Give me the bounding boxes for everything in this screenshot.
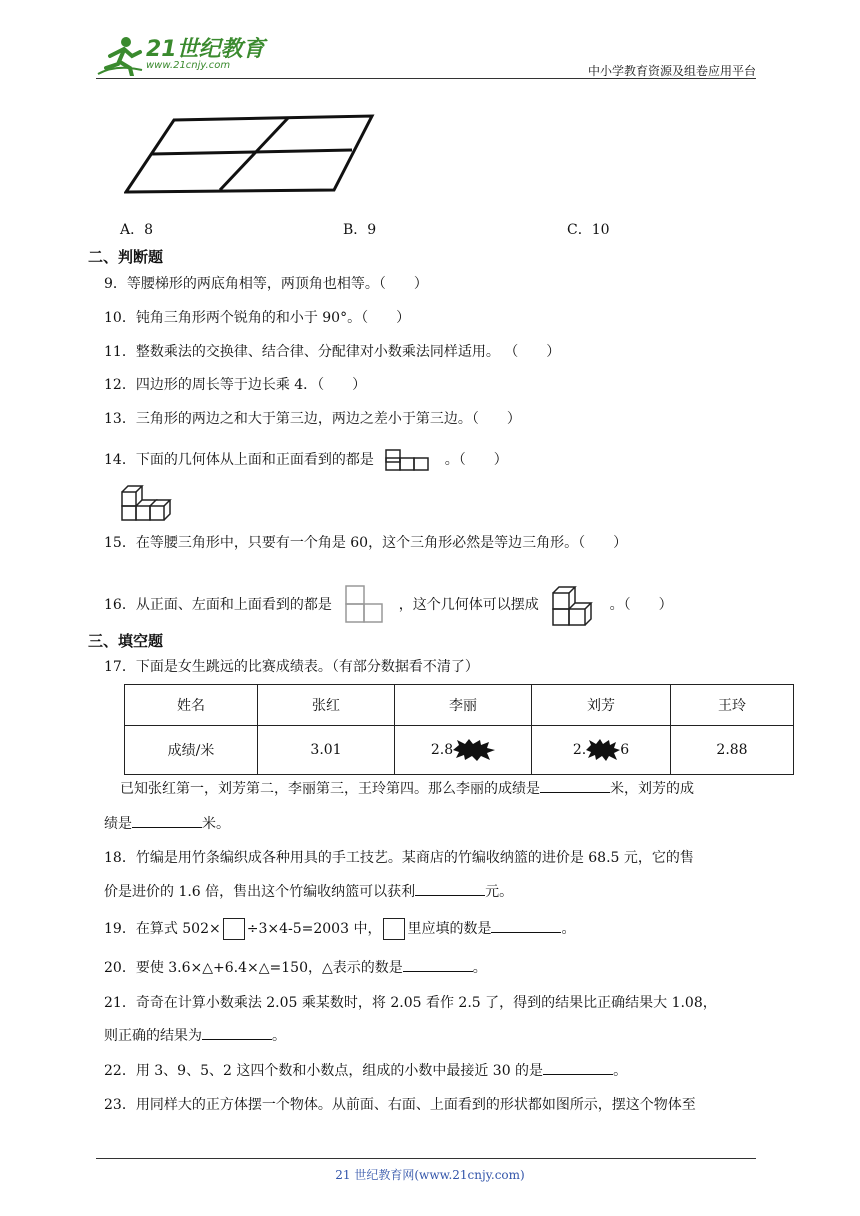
score-text: 2. bbox=[572, 742, 587, 758]
question-14 bbox=[104, 448, 508, 472]
option-b: B．9 bbox=[343, 222, 377, 238]
question-17-line1 bbox=[120, 778, 694, 799]
header-rule bbox=[96, 78, 756, 79]
score-text-tail: 6 bbox=[620, 742, 630, 758]
text: ÷3×4-5=2003 中， bbox=[246, 921, 382, 937]
option-c: C．10 bbox=[567, 222, 610, 238]
footer-text: 21 世纪教育网(www.21cnjy.com) bbox=[335, 1168, 525, 1182]
table-header-cell: 姓名 bbox=[125, 685, 258, 726]
logo-text: 21世纪教育 bbox=[146, 37, 265, 62]
table-header-cell: 张红 bbox=[258, 685, 395, 726]
ink-blot-icon bbox=[453, 739, 495, 761]
logo-url: www.21cnjy.com bbox=[146, 60, 231, 71]
text: 已知张红第一，刘芳第二，李丽第三，王玲第四。那么李丽的成绩是 bbox=[120, 781, 540, 797]
text: 里应填的数是 bbox=[407, 921, 492, 937]
answer-blank[interactable] bbox=[202, 1025, 272, 1040]
question-14-tail: 。（ ） bbox=[444, 452, 508, 468]
table-row bbox=[125, 726, 794, 775]
answer-blank[interactable] bbox=[543, 1060, 613, 1075]
score-text: 2.8 bbox=[430, 742, 454, 758]
question-22 bbox=[104, 1060, 627, 1081]
text: 22．用 3、9、5、2 这四个数和小数点，组成的小数中最接近 30 的是 bbox=[104, 1063, 544, 1079]
question-21-line2 bbox=[104, 1025, 286, 1046]
answer-blank[interactable] bbox=[132, 813, 202, 828]
question-14-text: 14．下面的几何体从上面和正面看到的都是 bbox=[104, 452, 374, 468]
text: 20．要使 3.6×△+6.4×△=150，△表示的数是 bbox=[104, 960, 403, 976]
table-cell: 2.88 bbox=[671, 726, 794, 775]
text: 则正确的结果为 bbox=[104, 1028, 202, 1044]
question-16 bbox=[104, 583, 673, 627]
question-18-line2 bbox=[104, 881, 513, 902]
question-16-tail: 。（ ） bbox=[609, 597, 673, 613]
answer-blank[interactable] bbox=[403, 957, 473, 972]
question-19 bbox=[104, 918, 575, 940]
table-header-cell: 李丽 bbox=[395, 685, 532, 726]
answer-blank[interactable] bbox=[540, 778, 610, 793]
platform-name: 中小学教育资源及组卷应用平台 bbox=[587, 64, 756, 78]
score-table bbox=[124, 684, 794, 775]
table-cell bbox=[395, 726, 532, 775]
table-header-cell: 王玲 bbox=[671, 685, 794, 726]
question-21-line1: 21．奇奇在计算小数乘法 2.05 乘某数时，将 2.05 看作 2.5 了，得到的结果比正确结果大 1.08， bbox=[104, 995, 717, 1011]
text: 。 bbox=[472, 960, 487, 976]
question-15: 15．在等腰三角形中，只要有一个角是 60，这个三角形必然是等边三角形。（ ） bbox=[104, 535, 628, 551]
question-23: 23．用同样大的正方体摆一个物体。从前面、右面、上面看到的形状都如图所示，摆这个物体至 bbox=[104, 1097, 696, 1113]
text: 。 bbox=[561, 921, 576, 937]
parallelogram-figure bbox=[124, 110, 376, 196]
ink-blot-icon bbox=[586, 739, 620, 761]
question-10: 10．钝角三角形两个锐角的和小于 90°。（ ） bbox=[104, 310, 411, 326]
table-cell: 3.01 bbox=[258, 726, 395, 775]
question-16-text: 16．从正面、左面和上面看到的都是 bbox=[104, 597, 332, 613]
cube-solid-figure bbox=[118, 482, 178, 524]
footer-rule bbox=[96, 1158, 756, 1159]
section-title-fill: 三、填空题 bbox=[88, 632, 164, 650]
text: 价是进价的 1.6 倍，售出这个竹编收纳篮可以获利 bbox=[104, 884, 416, 900]
text: 米。 bbox=[202, 816, 230, 832]
question-9: 9．等腰梯形的两底角相等，两顶角也相等。（ ） bbox=[104, 276, 428, 292]
table-row bbox=[125, 685, 794, 726]
table-header-cell: 刘芳 bbox=[532, 685, 671, 726]
text: 元。 bbox=[485, 884, 514, 900]
question-18-line1: 18．竹编是用竹条编织成各种用具的手工技艺。某商店的竹编收纳篮的进价是 68.5 元，它的售 bbox=[104, 850, 694, 866]
three-squares-view-icon bbox=[384, 448, 434, 472]
answer-box[interactable] bbox=[383, 918, 405, 940]
stacked-cubes-icon bbox=[549, 583, 599, 627]
question-17-line2 bbox=[104, 813, 230, 834]
text: 19．在算式 502× bbox=[104, 921, 221, 937]
question-16-mid: ，这个几何体可以摆成 bbox=[398, 597, 539, 613]
answer-blank[interactable] bbox=[491, 918, 561, 933]
logo-runner-icon bbox=[96, 34, 146, 76]
l-shape-view-icon bbox=[342, 584, 388, 626]
table-row-label: 成绩/米 bbox=[125, 726, 258, 775]
table-cell bbox=[532, 726, 671, 775]
question-20 bbox=[104, 957, 487, 978]
answer-box[interactable] bbox=[223, 918, 245, 940]
section-title-judge: 二、判断题 bbox=[88, 248, 164, 266]
text: 。 bbox=[613, 1063, 628, 1079]
header bbox=[96, 30, 756, 78]
question-17: 17．下面是女生跳远的比赛成绩表。（有部分数据看不清了） bbox=[104, 659, 479, 675]
option-a: A．8 bbox=[120, 222, 154, 238]
text: 米，刘芳的成 bbox=[610, 781, 694, 797]
question-13: 13．三角形的两边之和大于第三边，两边之差小于第三边。（ ） bbox=[104, 411, 521, 427]
question-11: 11．整数乘法的交换律、结合律、分配律对小数乘法同样适用。 （ ） bbox=[104, 344, 561, 360]
answer-blank[interactable] bbox=[415, 881, 485, 896]
text: 绩是 bbox=[104, 816, 132, 832]
text: 。 bbox=[272, 1028, 286, 1044]
question-12: 12．四边形的周长等于边长乘 4．（ ） bbox=[104, 377, 367, 393]
